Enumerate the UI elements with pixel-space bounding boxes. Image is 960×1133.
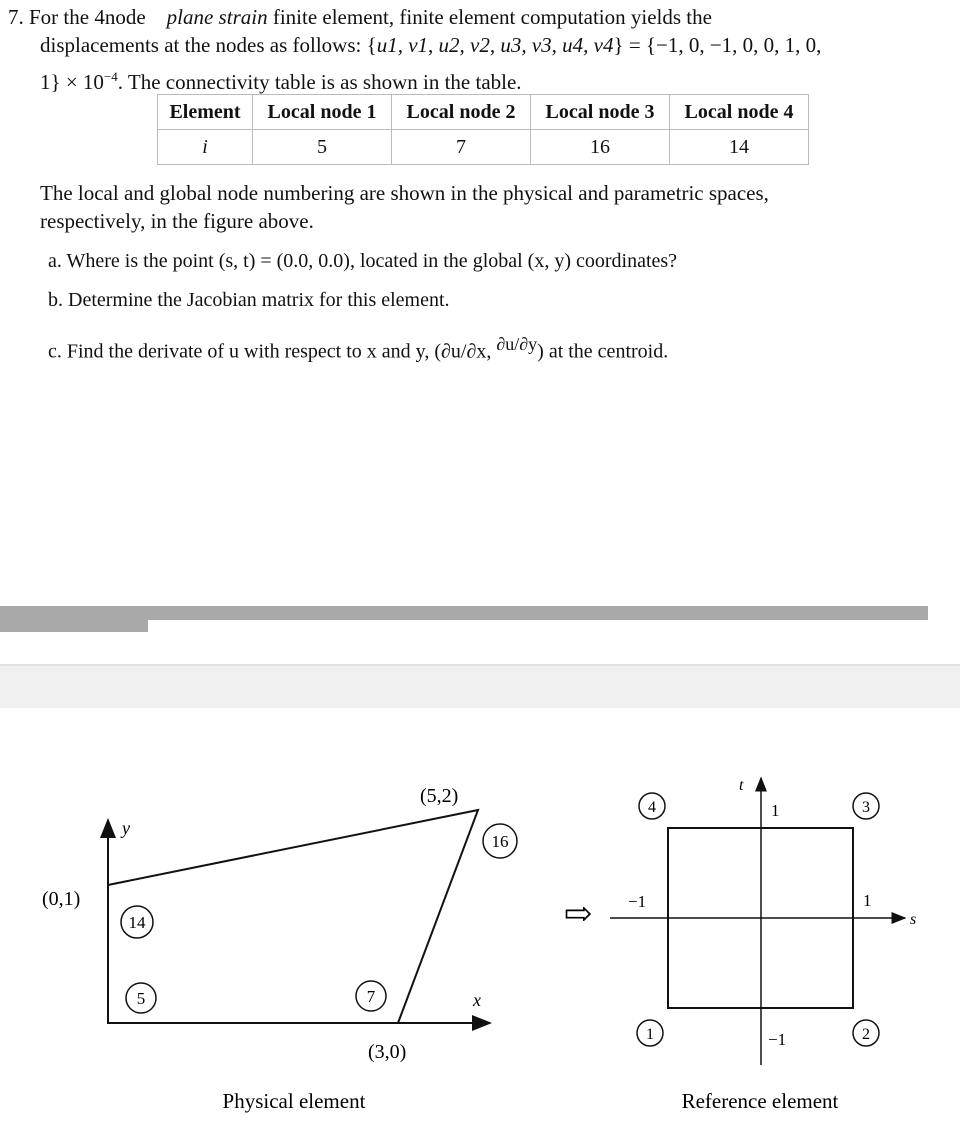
reference-element xyxy=(610,777,916,1113)
table-cell: 5 xyxy=(253,130,392,165)
figure xyxy=(0,740,960,1133)
displacement-vars: u1, v1, u2, v2, u3, v3, u4, v4 xyxy=(376,33,614,57)
part-b: b. Determine the Jacobian matrix for this element. xyxy=(48,289,450,311)
problem-line-2 xyxy=(40,32,821,58)
y-axis-label: y xyxy=(122,818,130,838)
element-outline xyxy=(108,810,478,1023)
problem-text: . The connectivity table is as shown in the table. xyxy=(117,70,522,94)
node-label: 7 xyxy=(366,987,376,1006)
node-label: 16 xyxy=(491,832,509,851)
table-cell: 16 xyxy=(531,130,670,165)
coord-label-left: (0,1) xyxy=(42,888,81,910)
node-label: 2 xyxy=(862,1026,870,1043)
s-axis-label: s xyxy=(910,911,917,928)
problem-line-3 xyxy=(40,64,522,95)
ref-node-2 xyxy=(853,1020,879,1046)
ref-node-4 xyxy=(639,793,665,819)
part-c-text: ) at the centroid. xyxy=(537,340,669,363)
physical-element xyxy=(42,785,517,1113)
table-header: Local node 4 xyxy=(670,95,809,130)
mapping-arrow-icon: ⇨ xyxy=(563,896,593,933)
part-a: a. Where is the point (s, t) = (0.0, 0.0), located in the global (x, y) coordinates? xyxy=(48,250,678,272)
tick-label: −1 xyxy=(628,892,647,911)
node-label: 3 xyxy=(862,799,870,816)
node-5 xyxy=(126,983,156,1013)
table-header: Element xyxy=(158,95,253,130)
table-cell: 14 xyxy=(670,130,809,165)
coord-label-top: (5,2) xyxy=(420,785,459,807)
table-row xyxy=(158,130,809,165)
problem-text: For the 4node xyxy=(29,5,146,29)
exponent: −4 xyxy=(103,69,118,84)
node-label: 5 xyxy=(136,989,146,1008)
physical-caption: Physical element xyxy=(222,1089,366,1113)
reference-caption: Reference element xyxy=(681,1089,839,1113)
table-header: Local node 2 xyxy=(392,95,531,130)
coord-label-bottom: (3,0) xyxy=(368,1041,407,1063)
table-header: Local node 1 xyxy=(253,95,392,130)
description-line-1: The local and global node numbering are shown in the physical and parametric spaces, xyxy=(40,181,769,205)
tick-label: −1 xyxy=(768,1030,787,1049)
table-cell: 7 xyxy=(392,130,531,165)
problem-text: displacements at the nodes as follows: { xyxy=(40,33,377,57)
problem-line-1 xyxy=(8,4,712,30)
divider-band xyxy=(0,664,960,708)
t-axis-label: t xyxy=(739,777,744,794)
problem-text: finite element, finite element computation yields the xyxy=(272,5,712,29)
tick-label: 1 xyxy=(863,891,872,910)
node-7 xyxy=(356,981,386,1011)
divider-bar-tab xyxy=(0,618,148,632)
part-c-text: c. Find the derivate of u with respect to x and y, (∂u/∂x, xyxy=(48,340,492,363)
table-cell: i xyxy=(158,130,253,165)
problem-number: 7. xyxy=(8,5,24,29)
connectivity-table xyxy=(157,94,809,165)
problem-text: } = {−1, 0, −1, 0, 0, 1, 0, xyxy=(613,33,822,57)
node-label: 4 xyxy=(648,799,656,816)
table-header-row xyxy=(158,95,809,130)
node-label: 14 xyxy=(128,913,146,932)
node-16 xyxy=(483,824,517,858)
node-label: 1 xyxy=(646,1026,654,1043)
problem-text-italic: plane strain xyxy=(166,5,268,29)
node-14 xyxy=(121,906,153,938)
ref-node-1 xyxy=(637,1020,663,1046)
ref-node-3 xyxy=(853,793,879,819)
tick-label: 1 xyxy=(771,801,780,820)
problem-text: 1} × 10 xyxy=(40,70,104,94)
table-header: Local node 3 xyxy=(531,95,670,130)
part-c xyxy=(48,334,668,364)
x-axis-label: x xyxy=(473,990,481,1010)
description-line-2: respectively, in the figure above. xyxy=(40,209,314,233)
part-c-derivative: ∂u/∂y xyxy=(496,334,538,354)
